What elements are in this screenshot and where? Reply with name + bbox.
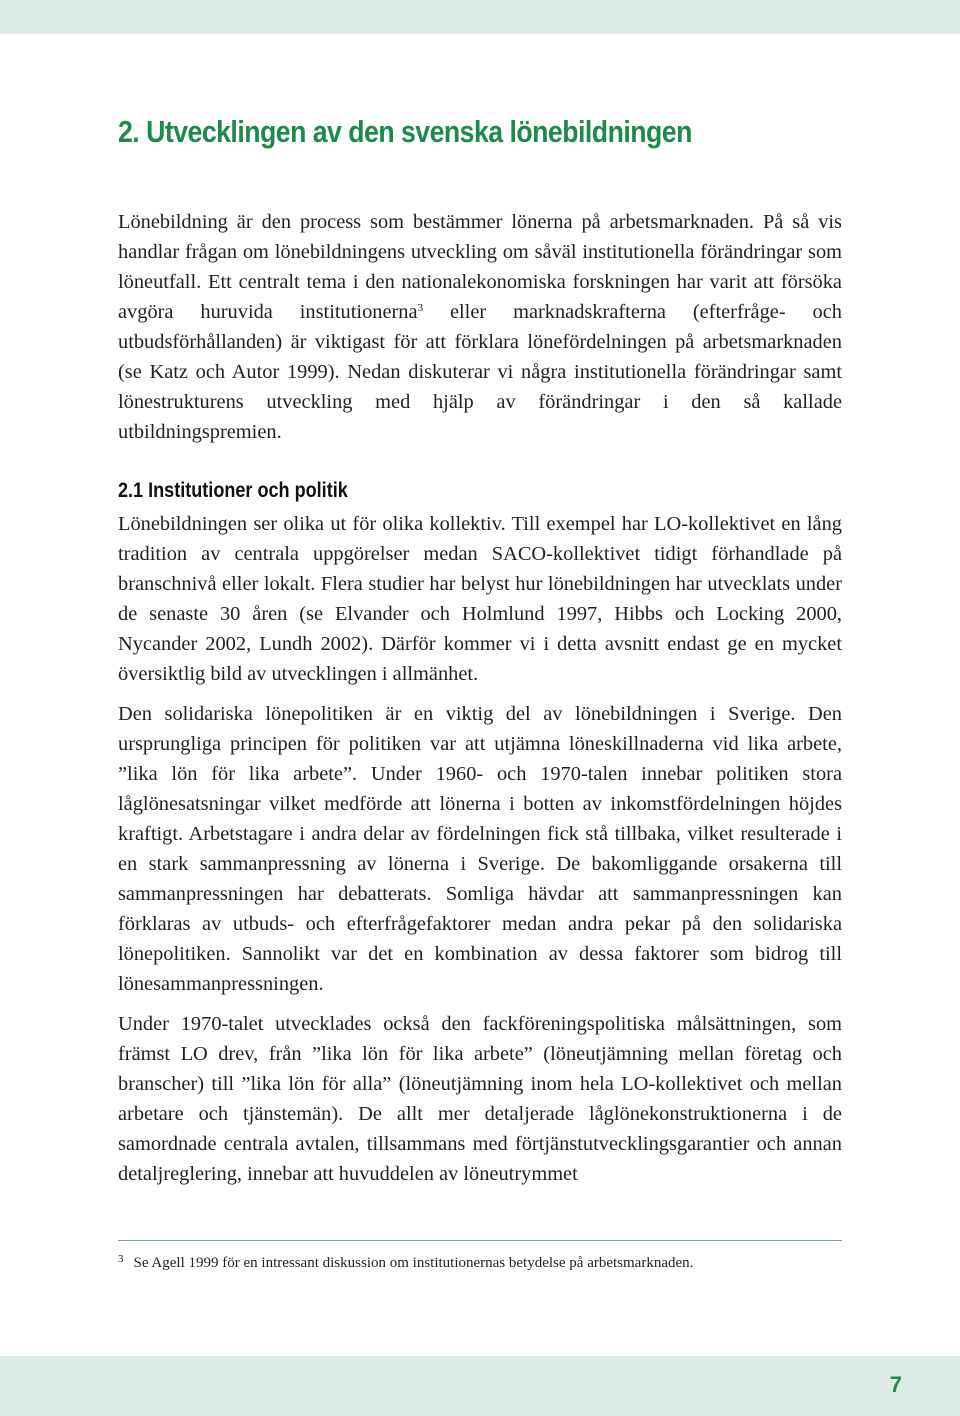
top-color-band	[0, 0, 960, 34]
intro-text-part-2: eller marknadskrafterna (efterfråge- och utbudsförhållanden) är viktigast för att förklara lönefördelningen på arbetsmarknaden (se Katz och Autor 1999). Nedan diskuterar vi några institutionella förändringar samt lönestrukturens utveckling med hjälp av förändringar i den så kallade utbildningspremien.	[118, 301, 842, 443]
bottom-color-band	[0, 1356, 960, 1416]
footnote-divider	[118, 1240, 842, 1241]
page-number: 7	[889, 1372, 902, 1397]
intro-paragraph	[118, 207, 842, 447]
section-paragraph: Under 1970-talet utvecklades också den fackföreningspolitiska målsättningen, som främst LO drev, från ”lika lön för lika arbete” (löneutjämning mellan företag och branscher) till ”lika lön för alla” (löneutjämning inom hela LO-kollektivet och mellan arbetare och tjänstemän). De allt mer detaljerade låglönekonstruktionerna i de samordnade centrala avtalen, tillsammans med förtjänstutvecklingsgarantier och annan detaljreglering, innebar att huvuddelen av löneutrymmet	[118, 1013, 842, 1185]
footnote-text: Se Agell 1999 för en intressant diskussion om institutionernas betydelse på arbetsmarknaden.	[133, 1255, 694, 1271]
section-paragraph: Lönebildningen ser olika ut för olika kollektiv. Till exempel har LO-kollektivet en lång tradition av centrala uppgörelser medan SACO-kollektivet tidigt förhandlade på branschnivå eller lokalt. Flera studier har belyst hur lönebildningen har utvecklats under de senaste 30 åren (se Elvander och Holmlund 1997, Hibbs och Locking 2000, Nycander 2002, Lundh 2002). Därför kommer vi i detta avsnitt endast ge en mycket översiktlig bild av utvecklingen i allmänhet.	[118, 513, 842, 685]
section-heading: 2.1 Institutioner och politik	[118, 479, 348, 502]
section-paragraph: Den solidariska lönepolitiken är en viktig del av lönebildningen i Sverige. Den ursprungliga principen för politiken var att utjämna löneskillnaderna vid lika arbete, ”lika lön för lika arbete”. Under 1960- och 1970-talen innebar politiken stora låglönesatsningar vilket medförde att lönerna i botten av inkomstfördelningen höjdes kraftigt. Arbetstagare i andra delar av fördelningen fick stå tillbaka, vilket resulterade i en stark sammanpressning av lönerna i Sverige. De bakomliggande orsakerna till sammanpressningen har debatterats. Somliga hävdar att sammanpressningen kan förklaras av utbuds- och efterfrågefaktorer medan andra pekar på den solidariska lönepolitiken. Sannolikt var det en kombination av dessa faktorer som bidrog till lönesammanpressningen.	[118, 703, 842, 995]
footnote	[118, 1249, 842, 1273]
chapter-heading: 2. Utvecklingen av den svenska lönebildningen	[118, 114, 692, 149]
footnote-marker: 3	[118, 1253, 124, 1265]
intro-text-part-1: Lönebildning är den process som bestämmer lönerna på arbetsmarknaden. På så vis handlar frågan om lönebildningens utveckling om såväl institutionella förändringar som löneutfall. Ett centralt tema i den nationalekonomiska forskningen har varit att försöka avgöra huruvida institutionerna	[118, 211, 842, 323]
footnote-reference: 3	[417, 302, 424, 314]
page-content	[118, 108, 842, 1189]
